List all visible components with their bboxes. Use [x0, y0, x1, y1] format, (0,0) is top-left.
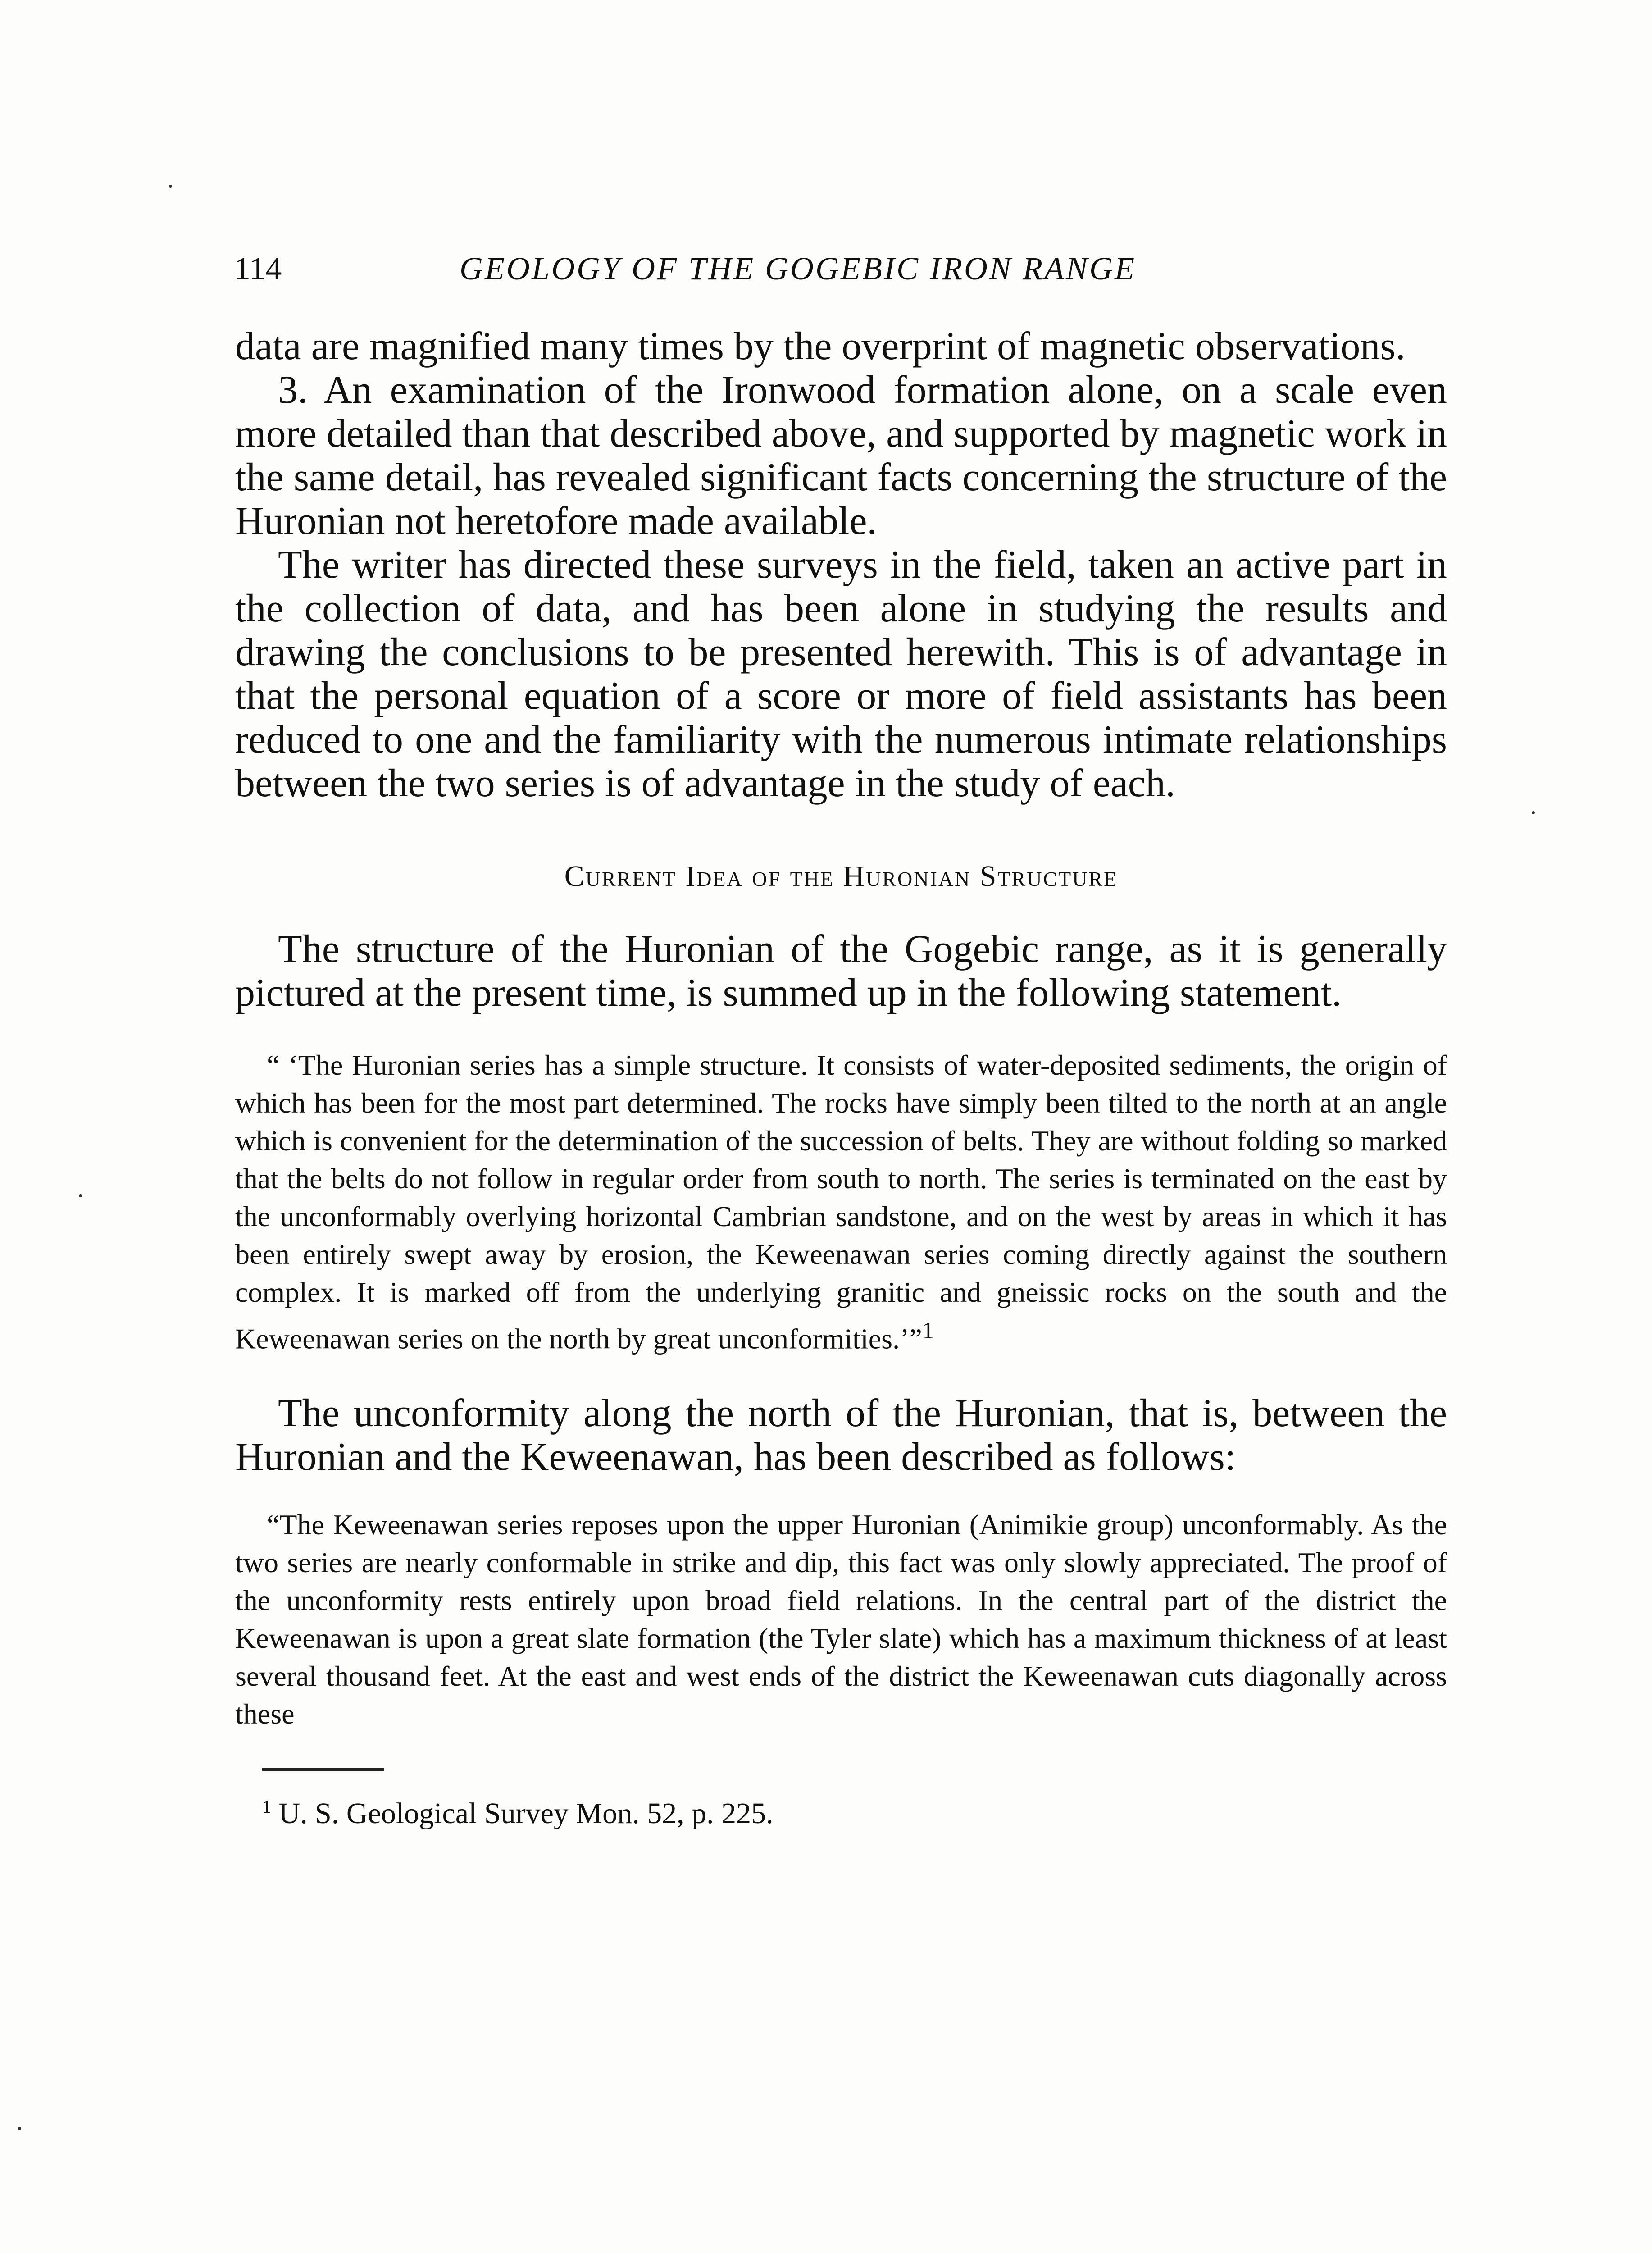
paragraph-unconformity: The unconformity along the north of the Huronian, that is, between the Huronian and the Keweenawan, has been described as follows:: [235, 1391, 1447, 1479]
section-heading: Current Idea of the Huronian Structure: [564, 860, 1118, 893]
block-quote-keweenawan: “The Keweenawan series reposes upon the upper Huronian (Animikie group) unconformably. As the two series are nearly conformable in strike and dip, this fact was only slowly appreciated. The proof of the unconformity rests entirely upon broad field relations. In the central part of the district the Keweenawan is upon a great slate formation (the Tyler slate) which has a maximum thickness of at least several thousand feet. At the east and west ends of the district the Keweenawan cuts diagonally across these: [235, 1509, 1447, 1730]
page-number: 114: [234, 251, 282, 287]
footnote: [262, 1789, 1447, 1832]
paragraph-structure-intro: The structure of the Huronian of the Gogebic range, as it is generally pictured at the present time, is summed up in the following statement.: [235, 927, 1447, 1015]
paragraph-writer-surveys: The writer has directed these surveys in the field, taken an active part in the collection of data, and has been alone in studying the results and drawing the conclusions to be presented herewith. This is of advantage in that the personal equation of a score or more of field assistants has been reduced to one and the familiarity with the numerous intimate relationships between the two series is of advantage in the study of each.: [235, 543, 1447, 805]
footnote-marker: 1: [262, 1797, 271, 1817]
footnote-reference: 1: [922, 1317, 934, 1344]
scan-speck: [18, 2127, 21, 2130]
running-title: GEOLOGY OF THE GOGEBIC IRON RANGE: [460, 251, 1136, 287]
paragraph-numbered-3: 3. An examination of the Ironwood formation alone, on a scale even more detailed than that described above, and supported by magnetic work in the same detail, has revealed significant facts concerning the structure of the Huronian not heretofore made available.: [235, 368, 1447, 543]
footnote-divider: [262, 1768, 384, 1771]
scan-speck: [169, 185, 172, 188]
footnote-text: U. S. Geological Survey Mon. 52, p. 225.: [278, 1797, 774, 1830]
scan-speck: [1532, 811, 1535, 814]
page-header: [234, 250, 1225, 300]
scan-speck: [79, 1194, 82, 1197]
block-quote-huronian-text: “ ‘The Huronian series has a simple structure. It consists of water-deposited sediments, the origin of which has been for the most part determined. The rocks have simply been tilted to the north at an angle which is convenient for the determination of the succession of belts. They are without folding so marked that the belts do not follow in regular order from south to north. The series is terminated on the east by the unconformably overlying horizontal Cambrian sandstone, and on the west by areas in which it has been entirely swept away by erosion, the Keweenawan series coming directly against the southern complex. It is marked off from the underlying granitic and gneissic rocks on the south and the Keweenawan series on the north by great unconformities.’”: [235, 1049, 1447, 1355]
page-body: [235, 324, 1447, 1832]
block-quote-huronian: [235, 1046, 1447, 1358]
paragraph-continuation: data are magnified many times by the overprint of magnetic observations.: [235, 324, 1406, 368]
